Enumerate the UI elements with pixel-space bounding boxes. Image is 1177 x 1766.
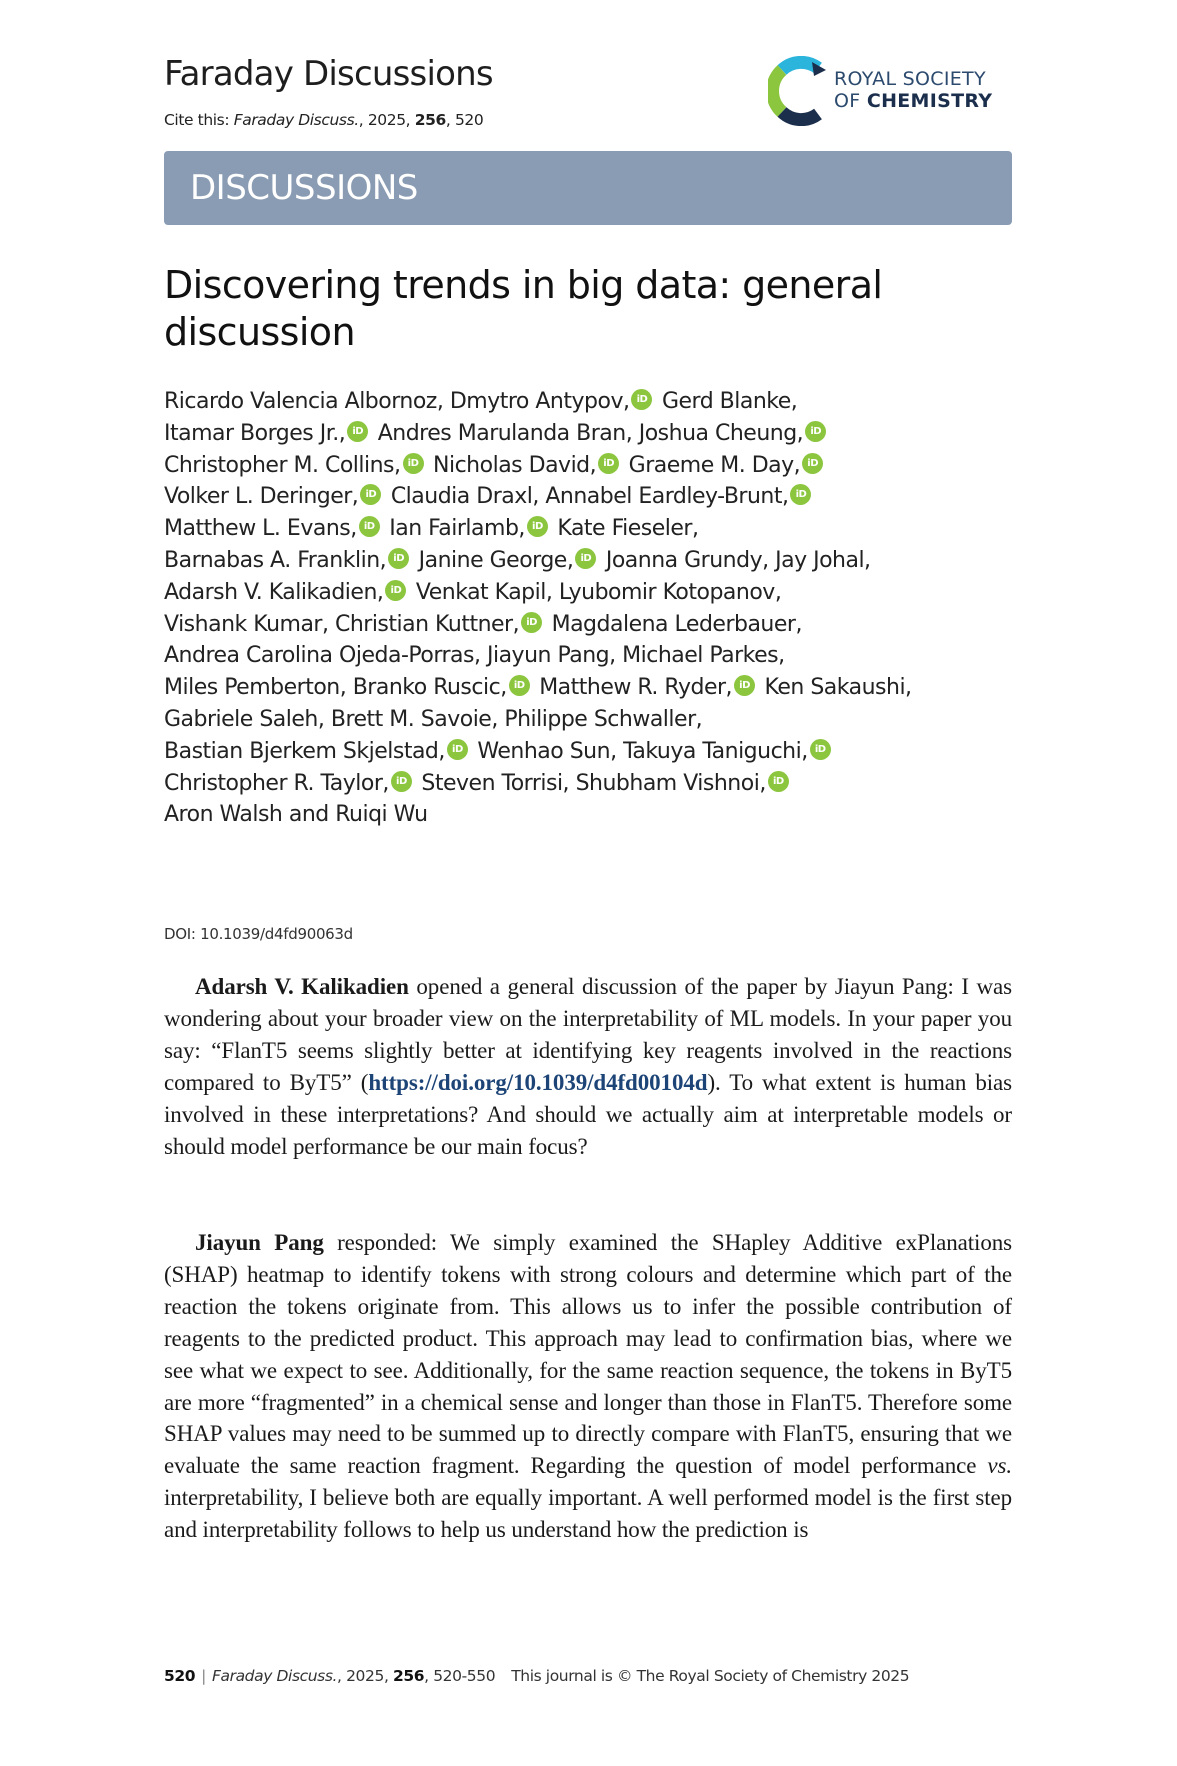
- orcid-icon[interactable]: iD: [527, 516, 548, 537]
- author-name: Joshua Cheung,: [638, 420, 804, 446]
- author-name: Christian Kuttner,: [334, 611, 520, 637]
- author-name: Volker L. Deringer,: [164, 484, 359, 510]
- paragraph-text: opened a general discussion of the paper by Jiayun Pang: I was wondering about your broader view on the interpretability of ML models. In your paper you say: “FlanT5 seems slightly better at identifying key reagents involved in the reactions compared to ByT5” (: [164, 974, 1012, 1095]
- rsc-wordmark: [834, 68, 992, 112]
- author-name: Andres Marulanda Bran,: [377, 420, 633, 446]
- author-name: Matthew R. Ryder,: [539, 675, 733, 701]
- author-name: Ken Sakaushi,: [764, 675, 912, 701]
- speaker-name: Adarsh V. Kalikadien: [195, 974, 409, 999]
- author-name: Aron Walsh and Ruiqi Wu: [164, 802, 428, 828]
- orcid-icon[interactable]: iD: [388, 548, 409, 569]
- author-list: [164, 386, 1044, 831]
- author-name: Jiayun Pang,: [486, 643, 616, 669]
- orcid-icon[interactable]: iD: [802, 453, 823, 474]
- article-title: Discovering trends in big data: general discussion: [164, 263, 883, 354]
- cite-journal: Faraday Discuss.: [233, 111, 359, 129]
- orcid-icon[interactable]: iD: [391, 771, 412, 792]
- author-name: Barnabas A. Franklin,: [164, 547, 387, 573]
- author-name: Nicholas David,: [433, 452, 597, 478]
- orcid-icon[interactable]: iD: [447, 739, 468, 760]
- rsc-c-icon: [768, 56, 830, 126]
- footer-copyright: This journal is © The Royal Society of Chemistry 2025: [511, 1667, 910, 1685]
- doi[interactable]: DOI: 10.1039/d4fd90063d: [164, 925, 353, 943]
- orcid-icon[interactable]: iD: [598, 453, 619, 474]
- orcid-icon[interactable]: iD: [810, 739, 831, 760]
- author-name: Lyubomir Kotopanov,: [558, 579, 782, 605]
- doi-link[interactable]: https://doi.org/10.1039/d4fd00104d: [368, 1069, 708, 1095]
- author-name: Magdalena Lederbauer,: [551, 611, 802, 637]
- orcid-icon[interactable]: iD: [385, 580, 406, 601]
- footer-pages: , 520-550: [424, 1667, 496, 1685]
- rsc-of: OF: [834, 90, 867, 112]
- author-name: Joanna Grundy,: [605, 547, 769, 573]
- footer-journal: Faraday Discuss.: [211, 1667, 338, 1685]
- journal-title: Faraday Discussions: [164, 54, 493, 94]
- cite-page: , 520: [445, 111, 484, 129]
- orcid-icon[interactable]: iD: [768, 771, 789, 792]
- section-banner: [164, 151, 1012, 225]
- author-name: Andrea Carolina Ojeda-Porras,: [164, 643, 481, 669]
- footer-year: , 2025,: [337, 1667, 394, 1685]
- author-name: Christopher M. Collins,: [164, 452, 401, 478]
- orcid-icon[interactable]: iD: [359, 516, 380, 537]
- page-number: 520: [164, 1667, 196, 1685]
- orcid-icon[interactable]: iD: [790, 484, 811, 505]
- author-name: Shubham Vishnoi,: [575, 770, 766, 796]
- author-name: Gabriele Saleh,: [164, 706, 325, 732]
- author-name: Adarsh V. Kalikadien,: [164, 579, 384, 605]
- rsc-line-2: [834, 90, 992, 112]
- author-name: Ian Fairlamb,: [389, 516, 525, 542]
- author-name: Wenhao Sun,: [477, 738, 617, 764]
- author-name: Branko Ruscic,: [352, 675, 507, 701]
- cite-volume: 256: [414, 111, 446, 129]
- author-name: Bastian Bjerkem Skjelstad,: [164, 738, 445, 764]
- orcid-icon[interactable]: iD: [521, 612, 542, 633]
- author-name: Michael Parkes,: [622, 643, 785, 669]
- orcid-icon[interactable]: iD: [575, 548, 596, 569]
- orcid-icon[interactable]: iD: [631, 389, 652, 410]
- orcid-icon[interactable]: iD: [805, 421, 826, 442]
- author-name: Itamar Borges Jr.,: [164, 420, 346, 446]
- citation-line: [164, 111, 483, 129]
- author-name: Philippe Schwaller,: [504, 706, 703, 732]
- author-name: Annabel Eardley-Brunt,: [545, 484, 789, 510]
- paragraph-text: ). To what extent is human bias involved in these interpretations? And should we actually aim at interpretable models or should model performance be our main focus?: [164, 1069, 1012, 1159]
- paragraph-2: [164, 1227, 1012, 1546]
- orcid-icon[interactable]: iD: [509, 675, 530, 696]
- page-footer: [164, 1667, 1014, 1685]
- section-label: DISCUSSIONS: [190, 168, 418, 208]
- cite-label: Cite this:: [164, 111, 230, 129]
- author-name: Jay Johal,: [775, 547, 871, 573]
- author-name: Janine George,: [418, 547, 574, 573]
- footer-separator: |: [201, 1667, 206, 1685]
- orcid-icon[interactable]: iD: [360, 484, 381, 505]
- author-name: Ricardo Valencia Albornoz,: [164, 389, 444, 414]
- author-name: Steven Torrisi,: [421, 770, 570, 796]
- cite-year: , 2025,: [358, 111, 415, 129]
- author-name: Dmytro Antypov,: [449, 389, 630, 414]
- author-name: Christopher R. Taylor,: [164, 770, 389, 796]
- paragraph-text: responded: We simply examined the SHapley Additive exPlanations (SHAP) heatmap to identify tokens with strong colours and determine which part of the reaction the tokens originate from. This allows us to infer the possible contribution of reagents to the predicted product. This approach may lead to confirmation bias, where we see what we expect to see. Additionally, for the same reaction sequence, the tokens in ByT5 are more “fragmented” in a chemical sense and longer than those in FlanT5. Therefore some SHAP values may need to be summed up to directly compare with FlanT5, ensuring that we evaluate the same reaction fragment. Regarding the question of model performance: [164, 1230, 1012, 1479]
- author-name: Venkat Kapil,: [415, 579, 553, 605]
- author-name: Claudia Draxl,: [390, 484, 539, 510]
- author-name: Miles Pemberton,: [164, 675, 347, 701]
- author-name: Vishank Kumar,: [164, 611, 329, 637]
- footer-volume: 256: [393, 1667, 425, 1685]
- author-name: Kate Fieseler,: [557, 516, 699, 542]
- rsc-chemistry: CHEMISTRY: [866, 90, 993, 112]
- author-name: Brett M. Savoie,: [330, 706, 498, 732]
- author-name: Gerd Blanke,: [661, 389, 798, 414]
- rsc-logo: [768, 56, 1016, 128]
- rsc-line-1: ROYAL SOCIETY: [834, 68, 986, 90]
- orcid-icon[interactable]: iD: [734, 675, 755, 696]
- vs-italic: vs.: [987, 1453, 1012, 1479]
- orcid-icon[interactable]: iD: [347, 421, 368, 442]
- orcid-icon[interactable]: iD: [403, 453, 424, 474]
- author-name: Takuya Taniguchi,: [623, 738, 808, 764]
- speaker-name: Jiayun Pang: [195, 1230, 324, 1255]
- paragraph-1: [164, 971, 1012, 1162]
- paragraph-text: interpretability, I believe both are equally important. A well performed model is the first step and interpretability follows to help us understand how the prediction is: [164, 1485, 1012, 1543]
- author-name: Matthew L. Evans,: [164, 516, 357, 542]
- author-name: Graeme M. Day,: [628, 452, 801, 478]
